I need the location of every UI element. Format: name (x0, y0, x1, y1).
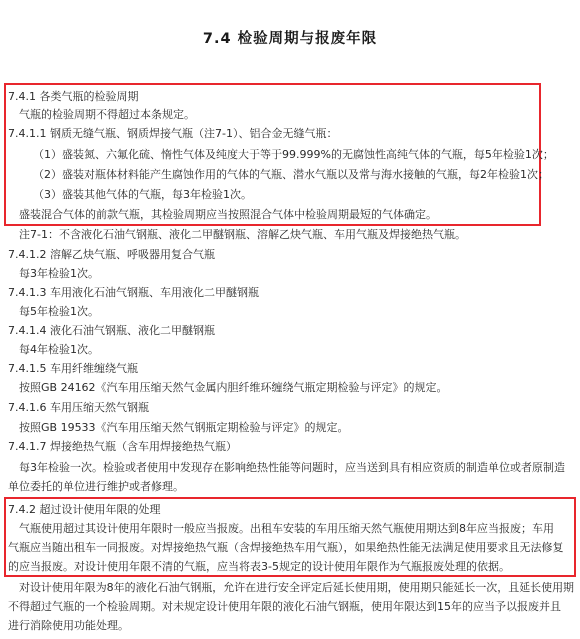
item-7-4-1-1-heading: 7.4.1.1 钢质无缝气瓶、钢质焊接气瓶（注7-1）、铝合金无缝气瓶： (8, 127, 338, 140)
item-7-4-1-7-body-line-1: 每3年检验一次。检验或者使用中发现存在影响绝热性能等问题时，应当送到具有相应资质的制造单位或者原制造 (19, 461, 565, 474)
item-7-4-1-4-body: 每4年检验1次。 (19, 343, 99, 356)
section-7-4-2-body-line-2: 气瓶应当随出租车一同报废。对焊接绝热气瓶（含焊接绝热车用气瓶），如果绝热性能无法满足使用要求且无法修复 (8, 541, 564, 554)
section-7-4-2-heading: 7.4.2 超过设计使用年限的处理 (8, 503, 161, 516)
item-7-4-1-6-heading: 7.4.1.6 车用压缩天然气钢瓶 (8, 401, 149, 414)
item-7-4-1-5-heading: 7.4.1.5 车用纤维缠绕气瓶 (8, 362, 138, 375)
section-7-4-1-intro: 气瓶的检验周期不得超过本条规定。 (19, 108, 195, 121)
item-7-4-1-5-body: 按照GB 24162《汽车用压缩天然气金属内胆纤维环缠绕气瓶定期检验与评定》的规定。 (19, 381, 448, 394)
page-title: 7.4 检验周期与报废年限 (202, 31, 378, 47)
item-7-4-1-7-heading: 7.4.1.7 焊接绝热气瓶（含车用焊接绝热气瓶） (8, 440, 237, 453)
item-7-4-1-4-heading: 7.4.1.4 液化石油气钢瓶、液化二甲醚钢瓶 (8, 324, 215, 337)
item-7-4-1-1-point-1: （1）盛装氮、六氟化硫、惰性气体及纯度大于等于99.999%的无腐蚀性高纯气体的气瓶，每5年检验1次； (33, 148, 554, 161)
item-7-4-1-1-point-2: （2）盛装对瓶体材料能产生腐蚀作用的气体的气瓶、潜水气瓶以及常与海水接触的气瓶，每2年检验1次； (33, 168, 549, 181)
section-7-4-2-extra-line-2: 不得超过气瓶的一个检验周期。对未规定设计使用年限的液化石油气钢瓶，使用年限达到15年的应当予以报废并且 (8, 600, 561, 613)
item-7-4-1-3-heading: 7.4.1.3 车用液化石油气钢瓶、车用液化二甲醚钢瓶 (8, 286, 259, 299)
section-7-4-2-extra-line-3: 进行消除使用功能处理。 (8, 619, 129, 632)
item-7-4-1-1-mixed-gas: 盛装混合气体的前款气瓶，其检验周期应当按照混合气体中检验周期最短的气体确定。 (19, 208, 437, 221)
item-7-4-1-2-heading: 7.4.1.2 溶解乙炔气瓶、呼吸器用复合气瓶 (8, 248, 215, 261)
section-7-4-1-heading: 7.4.1 各类气瓶的检验周期 (8, 90, 139, 103)
item-7-4-1-1-point-3: （3）盛装其他气体的气瓶，每3年检验1次。 (33, 188, 252, 201)
section-7-4-2-body-line-1: 气瓶使用超过其设计使用年限时一般应当报废。出租车安装的车用压缩天然气瓶使用期达到8年应当报废；车用 (19, 522, 554, 535)
section-7-4-2-extra-line-1: 对设计使用年限为8年的液化石油气钢瓶，允许在进行安全评定后延长使用期，使用期只能延长一次，且延长使用期 (19, 581, 574, 594)
item-7-4-1-3-body: 每5年检验1次。 (19, 305, 99, 318)
section-7-4-2-body-line-3: 的应当报废。对设计使用年限不清的气瓶，应当将表3-5规定的设计使用年限作为气瓶报废处理的依据。 (8, 560, 510, 573)
item-7-4-1-2-body: 每3年检验1次。 (19, 267, 99, 280)
item-7-4-1-7-body-line-2: 单位委托的单位进行维护或者修理。 (8, 480, 184, 493)
item-7-4-1-6-body: 按照GB 19533《汽车用压缩天然气钢瓶定期检验与评定》的规定。 (19, 421, 349, 434)
note-7-1: 注7-1：不含液化石油气钢瓶、液化二甲醚钢瓶、溶解乙炔气瓶、车用气瓶及焊接绝热气瓶。 (19, 228, 466, 241)
